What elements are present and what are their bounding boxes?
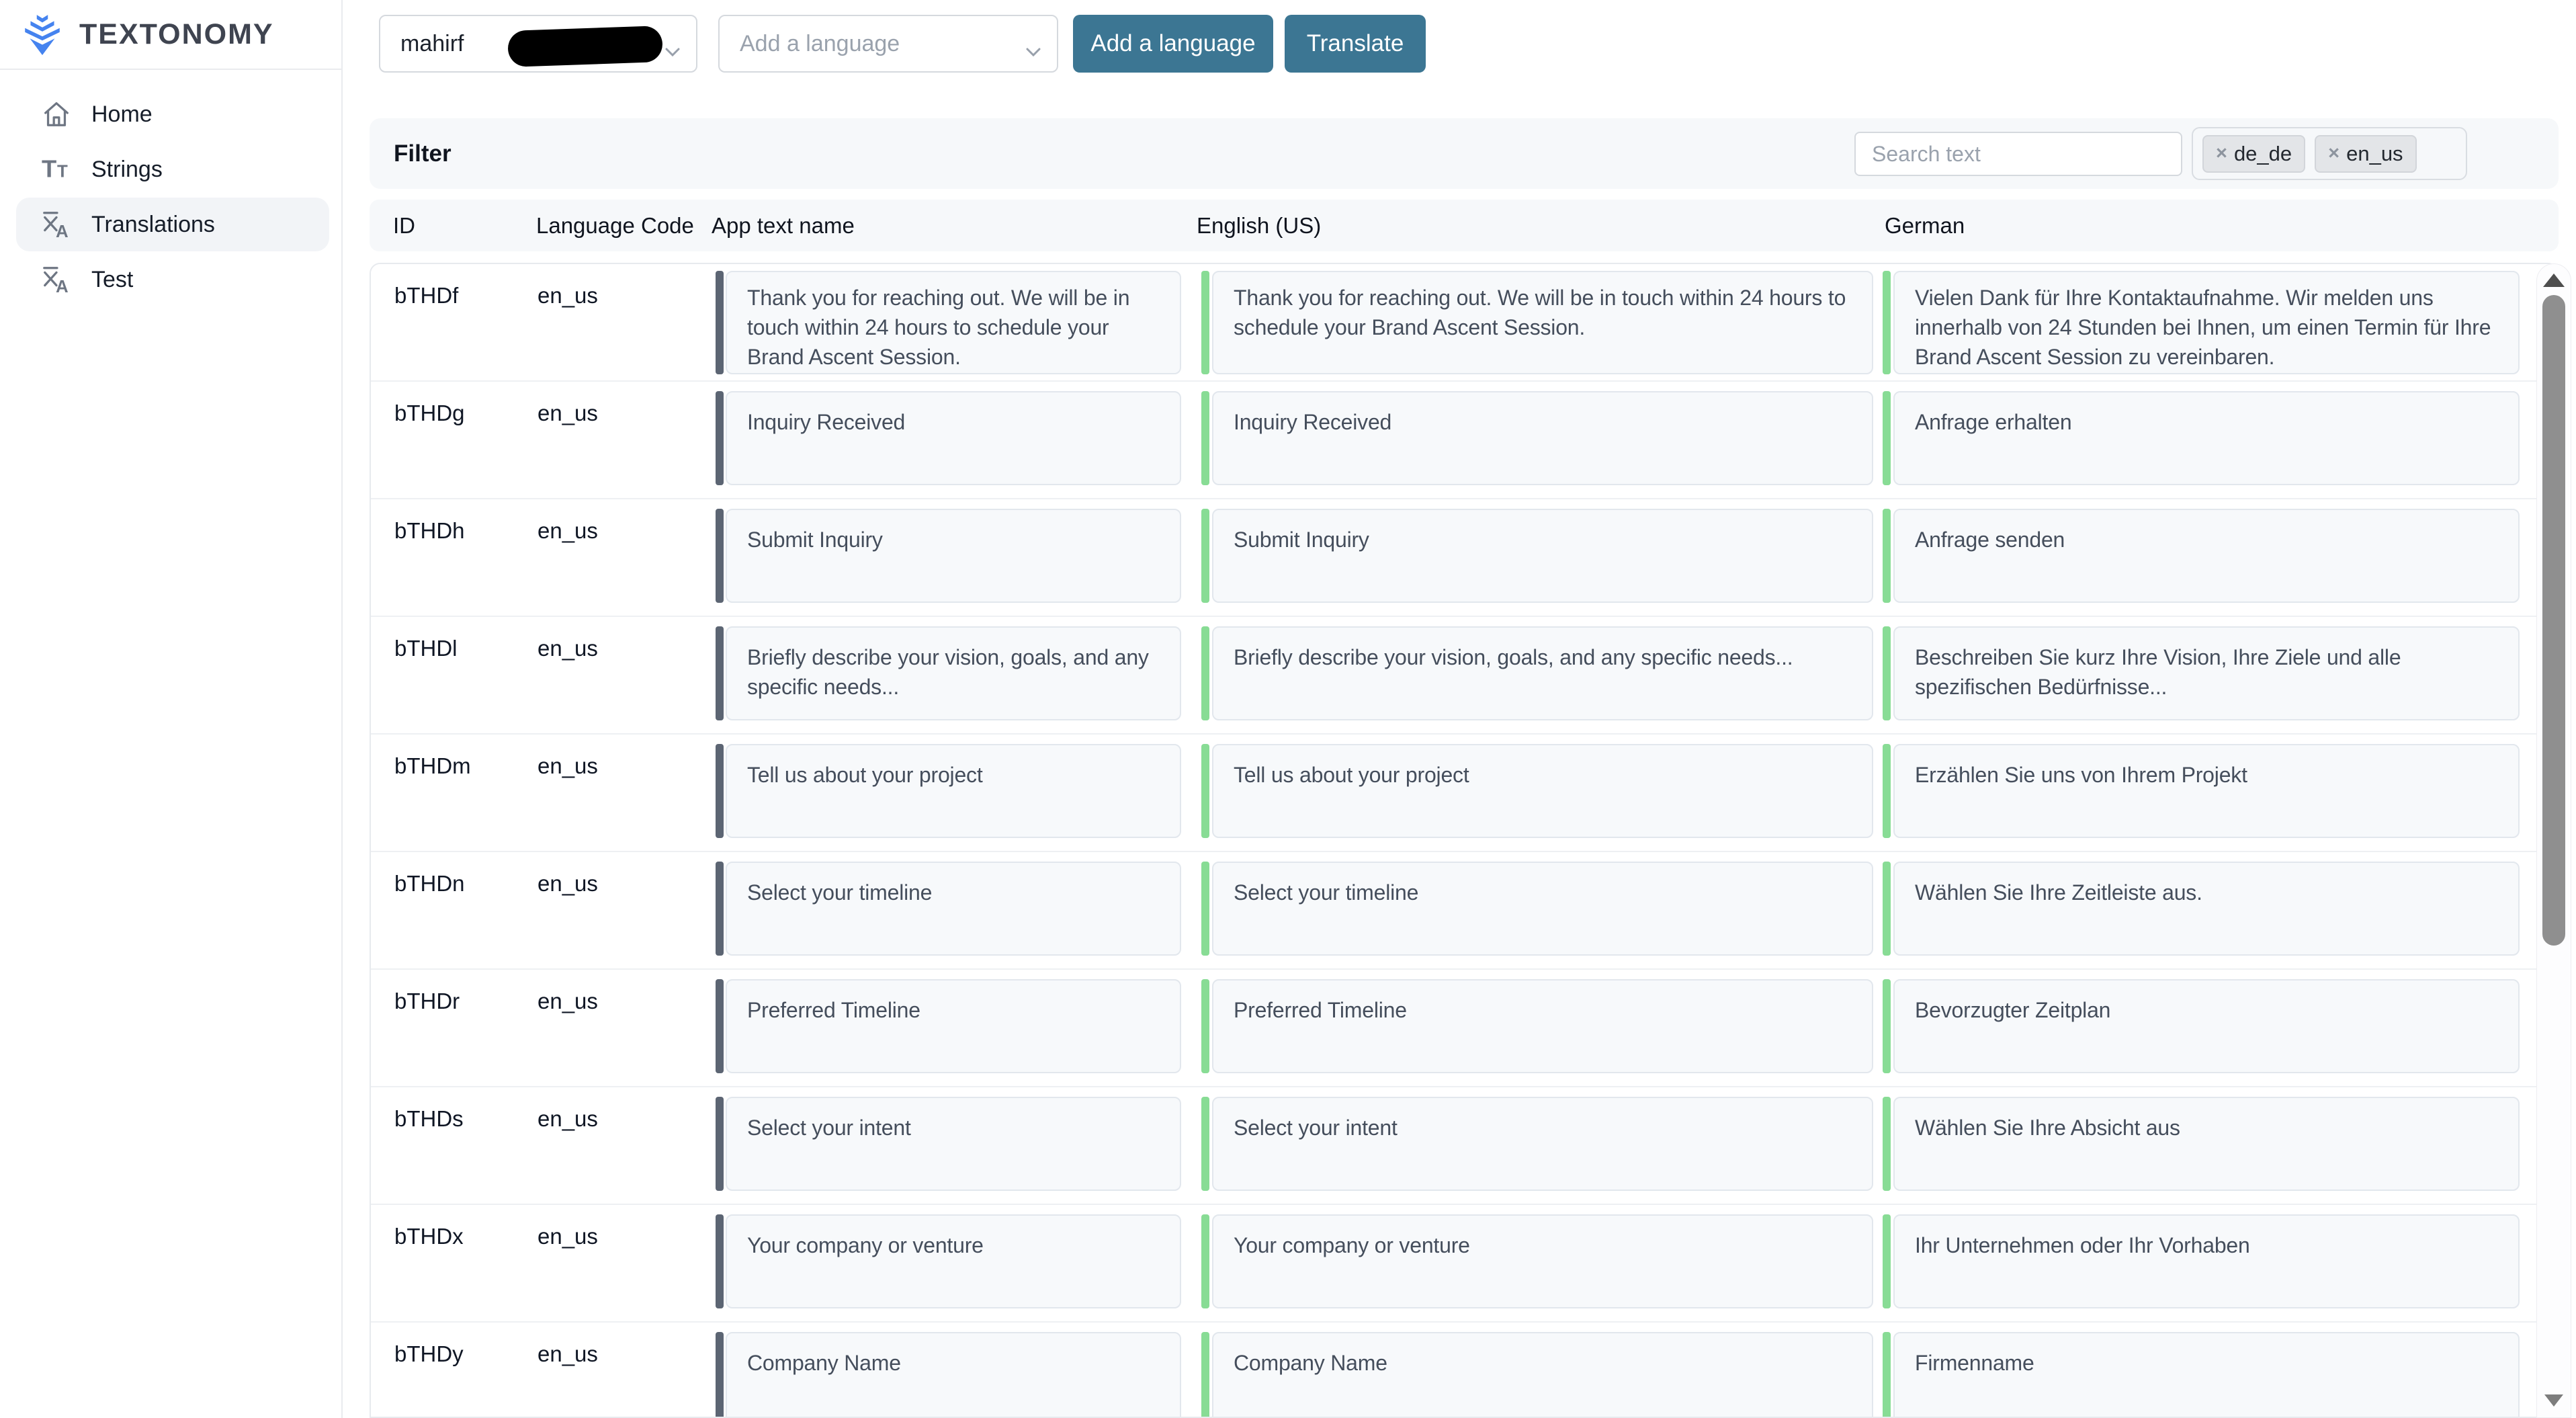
table-row: [371, 735, 2557, 852]
sidebar-item-translations[interactable]: [16, 198, 329, 251]
scroll-down-arrow-icon[interactable]: [2544, 1394, 2563, 1407]
row-language-code: en_us: [538, 518, 598, 543]
row-id: bTHDg: [394, 401, 465, 425]
column-header-german: German: [1885, 212, 1965, 238]
redaction-overlay: [507, 26, 663, 67]
search-input[interactable]: [1854, 132, 2182, 176]
language-tags-box: [2192, 127, 2467, 180]
svg-text:A: A: [56, 222, 69, 240]
row-language-code: en_us: [538, 871, 598, 896]
svg-text:T: T: [56, 162, 68, 181]
project-select[interactable]: [379, 15, 697, 73]
app-text-card[interactable]: Your company or venture: [726, 1214, 1181, 1308]
language-tag-en_us[interactable]: [2315, 135, 2416, 173]
table-row: [371, 970, 2557, 1087]
sidebar-item-strings[interactable]: [16, 142, 329, 196]
german-status-bar: [1883, 744, 1891, 838]
sidebar-item-label: Translations: [91, 211, 215, 237]
app-text-status-bar: [716, 271, 724, 374]
logo-pyramid-icon: [20, 12, 65, 56]
remove-tag-icon[interactable]: ×: [2328, 142, 2340, 164]
table-row: [371, 1087, 2557, 1205]
sidebar-item-label: Test: [91, 266, 134, 292]
app-text-status-bar: [716, 1097, 724, 1191]
english-status-bar: [1201, 1097, 1209, 1191]
app-text-status-bar: [716, 862, 724, 956]
row-id: bTHDr: [394, 989, 460, 1013]
german-card[interactable]: Bevorzugter Zeitplan: [1893, 979, 2520, 1073]
table-header: [370, 200, 2559, 251]
row-language-code: en_us: [538, 1106, 598, 1131]
row-language-code: en_us: [538, 1341, 598, 1366]
filter-panel: [370, 118, 2559, 189]
english-card[interactable]: Your company or venture: [1212, 1214, 1873, 1308]
translate-icon: [40, 208, 73, 241]
table-row: [371, 382, 2557, 499]
app-text-card[interactable]: Submit Inquiry: [726, 509, 1181, 603]
sidebar: [0, 0, 343, 1418]
column-header-app-text-name: App text name: [712, 212, 855, 238]
add-language-select-placeholder: Add a language: [740, 30, 900, 56]
german-card[interactable]: Beschreiben Sie kurz Ihre Vision, Ihre Ziele und alle spezifischen Bedürfnisse...: [1893, 626, 2520, 720]
tag-label: de_de: [2233, 141, 2292, 165]
sidebar-nav: [0, 70, 341, 306]
app-text-status-bar: [716, 391, 724, 485]
german-status-bar: [1883, 1214, 1891, 1308]
column-header-id: ID: [393, 212, 415, 238]
english-card[interactable]: Tell us about your project: [1212, 744, 1873, 838]
filter-label: Filter: [394, 140, 452, 167]
row-language-code: en_us: [538, 401, 598, 425]
strings-icon: [40, 153, 73, 185]
table-row: [371, 264, 2557, 382]
chevron-down-icon: [664, 38, 681, 64]
home-icon: [40, 98, 73, 130]
english-status-bar: [1201, 271, 1209, 374]
app-text-card[interactable]: Tell us about your project: [726, 744, 1181, 838]
english-status-bar: [1201, 509, 1209, 603]
row-id: bTHDy: [394, 1341, 464, 1366]
row-id: bTHDh: [394, 518, 465, 543]
row-id: bTHDs: [394, 1106, 464, 1131]
table-row: [371, 617, 2557, 735]
german-card[interactable]: Anfrage erhalten: [1893, 391, 2520, 485]
english-card[interactable]: Thank you for reaching out. We will be in touch within 24 hours to schedule your Brand Ascent Session.: [1212, 271, 1873, 374]
app-text-card[interactable]: Select your timeline: [726, 862, 1181, 956]
sidebar-item-label: Strings: [91, 156, 163, 182]
sidebar-item-label: Home: [91, 101, 153, 127]
german-status-bar: [1883, 979, 1891, 1073]
app-text-status-bar: [716, 1214, 724, 1308]
german-card[interactable]: Ihr Unternehmen oder Ihr Vorhaben: [1893, 1214, 2520, 1308]
german-status-bar: [1883, 391, 1891, 485]
row-id: bTHDl: [394, 636, 458, 661]
english-status-bar: [1201, 979, 1209, 1073]
german-card[interactable]: Wählen Sie Ihre Zeitleiste aus.: [1893, 862, 2520, 956]
english-card[interactable]: Inquiry Received: [1212, 391, 1873, 485]
english-status-bar: [1201, 626, 1209, 720]
app-text-status-bar: [716, 744, 724, 838]
table-row: [371, 1323, 2557, 1418]
svg-text:A: A: [56, 278, 69, 295]
row-id: bTHDn: [394, 871, 465, 896]
scrollbar-thumb[interactable]: [2542, 295, 2565, 946]
german-card[interactable]: Erzählen Sie uns von Ihrem Projekt: [1893, 744, 2520, 838]
table-row: [371, 499, 2557, 617]
english-card[interactable]: Select your timeline: [1212, 862, 1873, 956]
app-text-card[interactable]: Company Name: [726, 1332, 1181, 1418]
german-card[interactable]: Firmenname: [1893, 1332, 2520, 1418]
english-card[interactable]: Briefly describe your vision, goals, and any specific needs...: [1212, 626, 1873, 720]
row-language-code: en_us: [538, 283, 598, 308]
row-language-code: en_us: [538, 636, 598, 661]
translate-icon: [40, 263, 73, 296]
app-text-status-bar: [716, 509, 724, 603]
app-text-card[interactable]: Inquiry Received: [726, 391, 1181, 485]
tag-label: en_us: [2346, 141, 2403, 165]
app-text-card[interactable]: Select your intent: [726, 1097, 1181, 1191]
row-id: bTHDx: [394, 1224, 464, 1249]
german-card[interactable]: Anfrage senden: [1893, 509, 2520, 603]
english-status-bar: [1201, 1214, 1209, 1308]
svg-text:T: T: [41, 155, 57, 183]
german-status-bar: [1883, 271, 1891, 374]
table-row: [371, 852, 2557, 970]
german-status-bar: [1883, 1097, 1891, 1191]
remove-tag-icon[interactable]: ×: [2216, 142, 2227, 164]
language-tag-de_de[interactable]: [2202, 135, 2305, 173]
app-text-status-bar: [716, 979, 724, 1073]
translate-button[interactable]: Translate: [1285, 15, 1426, 73]
vertical-scrollbar[interactable]: [2536, 263, 2571, 1418]
english-status-bar: [1201, 862, 1209, 956]
add-language-button[interactable]: Add a language: [1073, 15, 1273, 73]
column-header-english-us: English (US): [1197, 212, 1322, 238]
english-card[interactable]: Company Name: [1212, 1332, 1873, 1418]
row-id: bTHDf: [394, 283, 459, 308]
english-card[interactable]: Preferred Timeline: [1212, 979, 1873, 1073]
app-text-status-bar: [716, 626, 724, 720]
main-content: [343, 0, 2576, 1418]
app-text-card[interactable]: Preferred Timeline: [726, 979, 1181, 1073]
row-id: bTHDm: [394, 753, 471, 778]
sidebar-item-home[interactable]: [16, 87, 329, 141]
table-row: [371, 1205, 2557, 1323]
german-card[interactable]: Vielen Dank für Ihre Kontaktaufnahme. Wir melden uns innerhalb von 24 Stunden bei Ihnen, um einen Termin für Ihre Brand Ascent Session zu vereinbaren.: [1893, 271, 2520, 374]
row-language-code: en_us: [538, 989, 598, 1013]
brand-name: TEXTONOMY: [79, 17, 274, 50]
english-status-bar: [1201, 391, 1209, 485]
table-body: [370, 263, 2559, 1418]
german-status-bar: [1883, 862, 1891, 956]
german-status-bar: [1883, 1332, 1891, 1418]
logo: [0, 0, 341, 70]
project-select-value: mahirf: [400, 30, 464, 56]
row-language-code: en_us: [538, 753, 598, 778]
column-header-language-code: Language Code: [536, 212, 694, 238]
english-status-bar: [1201, 744, 1209, 838]
sidebar-item-test[interactable]: [16, 253, 329, 306]
app-text-card[interactable]: Thank you for reaching out. We will be in touch within 24 hours to schedule your Brand Ascent Session.: [726, 271, 1181, 374]
app-text-status-bar: [716, 1332, 724, 1418]
german-status-bar: [1883, 626, 1891, 720]
english-card[interactable]: Submit Inquiry: [1212, 509, 1873, 603]
row-language-code: en_us: [538, 1224, 598, 1249]
scroll-up-arrow-icon[interactable]: [2543, 274, 2565, 287]
german-card[interactable]: Wählen Sie Ihre Absicht aus: [1893, 1097, 2520, 1191]
add-language-select[interactable]: [718, 15, 1058, 73]
german-status-bar: [1883, 509, 1891, 603]
english-card[interactable]: Select your intent: [1212, 1097, 1873, 1191]
app-text-card[interactable]: Briefly describe your vision, goals, and any specific needs...: [726, 626, 1181, 720]
chevron-down-icon: [1025, 38, 1042, 64]
english-status-bar: [1201, 1332, 1209, 1418]
